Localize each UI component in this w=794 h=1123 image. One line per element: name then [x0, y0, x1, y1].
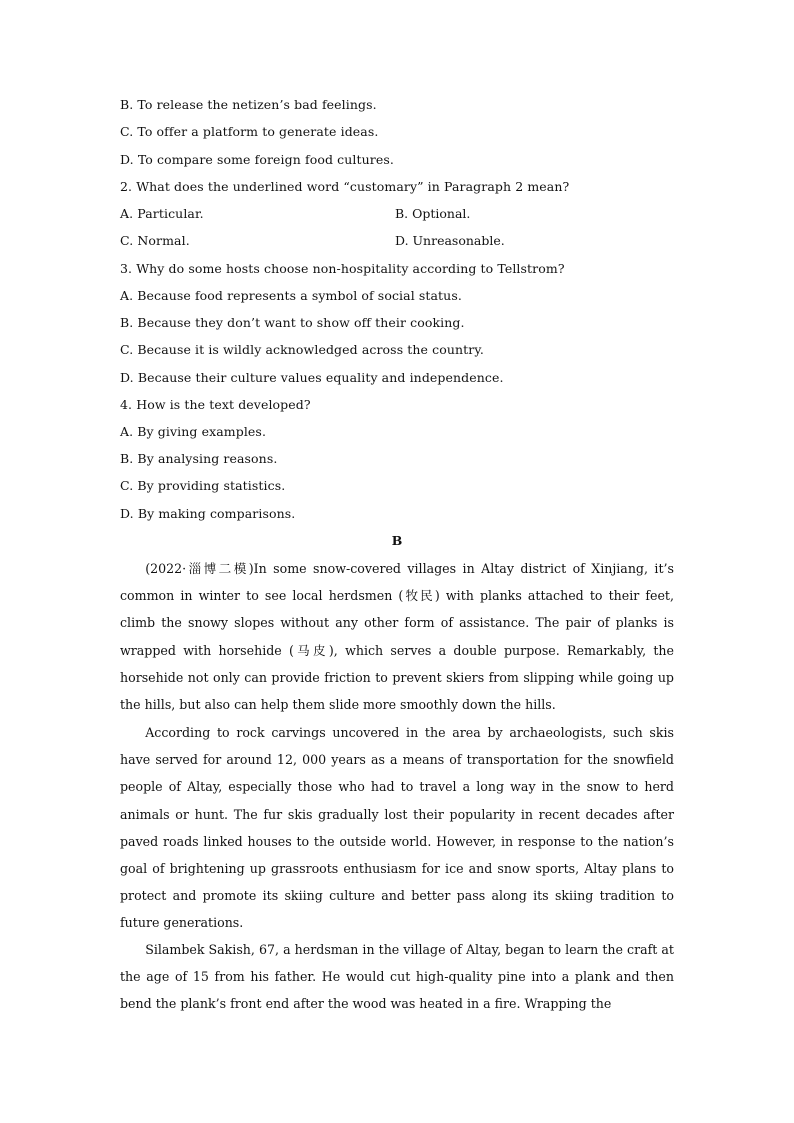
passage-paragraph-1: (2022·淄博二模)In some snow-covered villages in Altay district of Xinjiang, it’s common in winter to see local herdsmen (牧民) with planks attached to their feet, climb the snowy slopes without any other form of assistance. The pair of planks is wrapped with horsehide (马皮), which serves a double purpose. Remarkably, the horsehide not only can provide friction to prevent skiers from slipping while going up the hills, but also can help them slide more smoothly down the hills. [120, 561, 674, 713]
q1-option-b: B. To release the netizen’s bad feelings. [120, 97, 377, 112]
passage-paragraph-2: According to rock carvings uncovered in the area by archaeologists, such skis have served for around 12, 000 years as a means of transportation for the snowfield people of Altay, especially those who had to travel a long way in the snow to herd animals or hunt. The fur skis gradually lost their popularity in recent decades after paved roads linked houses to the outside world. However, in response to the nation’s goal of brightening up grassroots enthusiasm for ice and snow sports, Altay plans to protect and promote its skiing culture and better pass along its skiing tradition to future generations. [120, 725, 674, 931]
section-heading: B [391, 533, 403, 548]
q1-option-d: D. To compare some foreign food cultures. [120, 152, 394, 167]
q2-option-b: B. Optional. [395, 206, 471, 221]
q4-option-c: C. By providing statistics. [120, 478, 286, 493]
q2-option-a: A. Particular. [120, 206, 204, 221]
q2-option-c: C. Normal. [120, 233, 190, 248]
q2-stem: 2. What does the underlined word “customary” in Paragraph 2 mean? [120, 179, 570, 194]
q4-option-b: B. By analysing reasons. [120, 451, 278, 466]
q3-option-a: A. Because food represents a symbol of social status. [120, 288, 462, 303]
q3-option-d: D. Because their culture values equality and independence. [120, 370, 504, 385]
passage-paragraph-3: Silambek Sakish, 67, a herdsman in the village of Altay, began to learn the craft at the age of 15 from his father. He would cut high-quality pine into a plank and then bend the plank’s front end after the wood was heated in a fire. Wrapping the [120, 942, 674, 1012]
q4-option-d: D. By making comparisons. [120, 506, 296, 521]
q3-stem: 3. Why do some hosts choose non-hospitality according to Tellstrom? [120, 261, 565, 276]
q4-option-a: A. By giving examples. [120, 424, 267, 439]
q3-option-c: C. Because it is wildly acknowledged across the country. [120, 342, 484, 357]
q2-option-d: D. Unreasonable. [395, 233, 505, 248]
q1-option-c: C. To offer a platform to generate ideas. [120, 124, 379, 139]
q3-option-b: B. Because they don’t want to show off their cooking. [120, 315, 465, 330]
q4-stem: 4. How is the text developed? [120, 397, 311, 412]
